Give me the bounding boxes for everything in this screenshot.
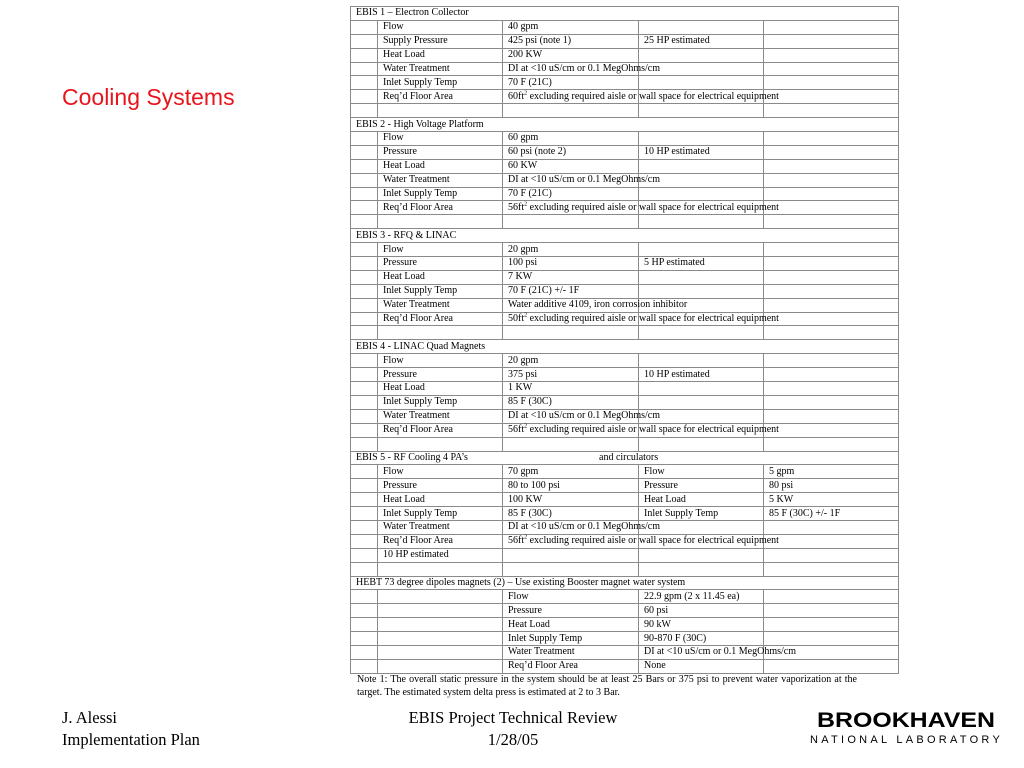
table-cell	[764, 159, 899, 173]
table-cell: 22.9 gpm (2 x 11.45 ea)	[639, 590, 764, 604]
table-cell: Heat Load	[639, 493, 764, 507]
table-cell	[351, 479, 378, 493]
section-title: EBIS 2 - High Voltage Platform	[356, 118, 484, 130]
table-cell	[351, 632, 378, 646]
footer-subtitle: Implementation Plan	[62, 730, 200, 749]
table-cell	[351, 48, 378, 62]
table-cell	[351, 520, 378, 534]
table-cell	[378, 562, 503, 576]
table-cell: 70 F (21C)	[503, 76, 639, 90]
table-cell: 5 gpm	[764, 465, 899, 479]
table-cell: 85 F (30C)	[503, 507, 639, 521]
table-cell: 20 gpm	[503, 354, 639, 368]
table-row	[351, 312, 899, 326]
table-cell: Flow	[378, 243, 503, 257]
table-cell	[764, 409, 899, 423]
table-cell	[764, 187, 899, 201]
table-cell: Req’d Floor Area	[378, 423, 503, 437]
table-row	[351, 145, 899, 159]
table-cell	[639, 104, 764, 118]
table-cell: DI at <10 uS/cm or 0.1 MegOhms/cm	[503, 173, 639, 187]
table-cell: $60ft^2$ excluding required aisle or wall space for electrical equipment	[503, 90, 639, 104]
table-cell	[503, 548, 639, 562]
table-row	[351, 632, 899, 646]
table-cell	[351, 507, 378, 521]
table-cell: DI at <10 uS/cm or 0.1 MegOhms/cm	[639, 645, 764, 659]
table-cell	[351, 215, 378, 229]
table-cell: Water additive 4109, iron corrosion inhibitor	[503, 298, 639, 312]
table-cell	[378, 632, 503, 646]
table-cell: DI at <10 uS/cm or 0.1 MegOhms/cm	[503, 62, 639, 76]
table-row	[351, 562, 899, 576]
section-title: EBIS 5 - RF Cooling 4 PA’s	[356, 451, 468, 463]
footer-center	[388, 707, 638, 751]
table-cell	[639, 159, 764, 173]
table-cell: 1 KW	[503, 382, 639, 396]
table-cell: 70 gpm	[503, 465, 639, 479]
table-cell: Inlet Supply Temp	[378, 76, 503, 90]
table-cell: 90-870 F (30C)	[639, 632, 764, 646]
table-cell	[764, 590, 899, 604]
table-row	[351, 326, 899, 340]
table-cell	[764, 520, 899, 534]
table-cell	[351, 132, 378, 146]
table-row	[351, 354, 899, 368]
table-cell: Flow	[503, 590, 639, 604]
table-cell: Water Treatment	[378, 520, 503, 534]
table-cell	[639, 76, 764, 90]
table-cell: Heat Load	[378, 48, 503, 62]
table-cell: $56ft^2$ excluding required aisle or wall space for electrical equipment	[503, 201, 639, 215]
table-cell	[764, 90, 899, 104]
table-row	[351, 645, 899, 659]
section-header-row	[351, 576, 899, 590]
table-cell	[378, 104, 503, 118]
table-cell	[764, 270, 899, 284]
table-cell: Flow	[378, 465, 503, 479]
table-cell	[351, 326, 378, 340]
table-cell: 85 F (30C)	[503, 395, 639, 409]
table-row	[351, 104, 899, 118]
table-cell	[503, 104, 639, 118]
table-row	[351, 90, 899, 104]
table-cell	[351, 534, 378, 548]
table-cell: Inlet Supply Temp	[378, 395, 503, 409]
section-header	[351, 340, 899, 354]
table-cell: 60 psi	[639, 604, 764, 618]
footer-date: 1/28/05	[487, 730, 539, 749]
table-cell	[378, 659, 503, 673]
table-cell	[351, 187, 378, 201]
table-cell	[639, 395, 764, 409]
section-title: EBIS 3 - RFQ & LINAC	[356, 229, 457, 241]
table-cell	[351, 562, 378, 576]
table-cell	[764, 20, 899, 34]
table-cell: 25 HP estimated	[639, 34, 764, 48]
table-cell	[764, 562, 899, 576]
table-cell: 10 HP estimated	[639, 145, 764, 159]
table-cell: 200 KW	[503, 48, 639, 62]
table-cell: $50ft^2$ excluding required aisle or wall space for electrical equipment	[503, 312, 639, 326]
table-cell: Supply Pressure	[378, 34, 503, 48]
table-cell	[351, 298, 378, 312]
table-row	[351, 423, 899, 437]
logo-subtitle: NATIONAL LABORATORY	[810, 734, 1002, 746]
table-cell: Inlet Supply Temp	[378, 187, 503, 201]
table-cell	[639, 437, 764, 451]
table-cell: Water Treatment	[378, 298, 503, 312]
table-row	[351, 159, 899, 173]
table-cell: Flow	[378, 132, 503, 146]
table-cell: Pressure	[378, 145, 503, 159]
table-cell	[764, 326, 899, 340]
cooling-spec-table-body	[351, 7, 899, 674]
section-title: EBIS 1 – Electron Collector	[356, 7, 469, 19]
table-cell	[639, 215, 764, 229]
table-cell	[351, 354, 378, 368]
table-cell	[351, 62, 378, 76]
table-cell	[764, 604, 899, 618]
table-cell	[351, 590, 378, 604]
table-cell	[351, 395, 378, 409]
table-row	[351, 534, 899, 548]
table-cell	[764, 632, 899, 646]
footnote: Note 1: The overall static pressure in the system should be at least 25 Bars or 375 psi to prevent water vaporization at the target. The estimated system delta press is estimated at 2 to 3 Bar.	[357, 674, 857, 698]
table-cell: Req’d Floor Area	[378, 90, 503, 104]
section-header-row	[351, 118, 899, 132]
table-row	[351, 548, 899, 562]
table-row	[351, 187, 899, 201]
table-cell	[639, 326, 764, 340]
table-cell: 10 HP estimated	[378, 548, 503, 562]
table-cell	[764, 173, 899, 187]
table-cell	[351, 104, 378, 118]
table-row	[351, 48, 899, 62]
table-cell	[378, 437, 503, 451]
table-cell	[639, 48, 764, 62]
section-header-row	[351, 451, 899, 465]
table-cell	[764, 215, 899, 229]
table-row	[351, 284, 899, 298]
table-cell: DI at <10 uS/cm or 0.1 MegOhms/cm	[503, 520, 639, 534]
table-row	[351, 257, 899, 271]
section-header-row	[351, 229, 899, 243]
table-cell: Heat Load	[378, 382, 503, 396]
table-cell: Inlet Supply Temp	[378, 284, 503, 298]
table-cell: Flow	[378, 20, 503, 34]
table-cell	[764, 618, 899, 632]
table-row	[351, 409, 899, 423]
section-title: EBIS 4 - LINAC Quad Magnets	[356, 340, 486, 352]
table-cell: 5 HP estimated	[639, 257, 764, 271]
table-row	[351, 132, 899, 146]
table-cell: Pressure	[503, 604, 639, 618]
table-cell: Inlet Supply Temp	[639, 507, 764, 521]
table-cell	[764, 145, 899, 159]
table-cell	[764, 284, 899, 298]
table-cell	[351, 645, 378, 659]
table-cell	[764, 48, 899, 62]
table-cell: 70 F (21C)	[503, 187, 639, 201]
table-row	[351, 201, 899, 215]
table-cell	[764, 395, 899, 409]
table-cell	[378, 215, 503, 229]
table-cell	[764, 534, 899, 548]
table-cell	[639, 187, 764, 201]
table-cell: 80 psi	[764, 479, 899, 493]
table-cell: Heat Load	[378, 493, 503, 507]
table-cell	[351, 257, 378, 271]
table-cell	[351, 201, 378, 215]
table-cell	[503, 215, 639, 229]
slide-title: Cooling Systems	[62, 84, 235, 110]
table-row	[351, 520, 899, 534]
table-cell	[764, 437, 899, 451]
table-cell	[764, 76, 899, 90]
table-cell: Req’d Floor Area	[378, 201, 503, 215]
table-cell: 80 to 100 psi	[503, 479, 639, 493]
table-cell: 100 KW	[503, 493, 639, 507]
table-cell	[351, 243, 378, 257]
table-row	[351, 395, 899, 409]
table-cell	[764, 257, 899, 271]
table-cell: Req’d Floor Area	[378, 534, 503, 548]
table-cell: None	[639, 659, 764, 673]
table-cell: 5 KW	[764, 493, 899, 507]
table-cell: Req’d Floor Area	[378, 312, 503, 326]
table-cell: $56ft^2$ excluding required aisle or wall space for electrical equipment	[503, 423, 639, 437]
table-row	[351, 659, 899, 673]
table-cell	[351, 409, 378, 423]
table-cell	[503, 437, 639, 451]
logo-wordmark: BROOKHAVEN	[817, 709, 995, 732]
table-cell	[764, 62, 899, 76]
table-cell: 85 F (30C) +/- 1F	[764, 507, 899, 521]
table-cell: Req’d Floor Area	[503, 659, 639, 673]
table-cell: 425 psi (note 1)	[503, 34, 639, 48]
section-header	[351, 451, 899, 465]
table-cell: Pressure	[378, 479, 503, 493]
table-cell	[639, 270, 764, 284]
table-cell	[351, 368, 378, 382]
table-cell: Water Treatment	[503, 645, 639, 659]
table-cell	[764, 298, 899, 312]
table-cell: 10 HP estimated	[639, 368, 764, 382]
table-cell	[639, 548, 764, 562]
table-cell: 60 gpm	[503, 132, 639, 146]
table-cell: 70 F (21C) +/- 1F	[503, 284, 639, 298]
table-cell	[351, 604, 378, 618]
table-cell	[351, 659, 378, 673]
table-row	[351, 493, 899, 507]
table-row	[351, 215, 899, 229]
section-header	[351, 576, 899, 590]
table-cell: 60 KW	[503, 159, 639, 173]
table-row	[351, 604, 899, 618]
table-cell	[764, 132, 899, 146]
section-header	[351, 229, 899, 243]
table-cell: Water Treatment	[378, 173, 503, 187]
table-cell	[764, 34, 899, 48]
table-cell	[503, 562, 639, 576]
table-cell: Pressure	[378, 368, 503, 382]
table-cell: Water Treatment	[378, 409, 503, 423]
table-cell: 60 psi (note 2)	[503, 145, 639, 159]
table-cell	[351, 284, 378, 298]
table-cell: Flow	[639, 465, 764, 479]
section-header	[351, 118, 899, 132]
table-cell	[639, 132, 764, 146]
table-cell: DI at <10 uS/cm or 0.1 MegOhms/cm	[503, 409, 639, 423]
section-header	[351, 7, 899, 21]
section-header-row	[351, 340, 899, 354]
table-cell	[351, 159, 378, 173]
table-row	[351, 76, 899, 90]
table-cell	[764, 104, 899, 118]
table-cell	[351, 270, 378, 284]
table-cell	[764, 368, 899, 382]
table-cell: Inlet Supply Temp	[378, 507, 503, 521]
table-cell	[639, 284, 764, 298]
table-cell	[639, 243, 764, 257]
table-row	[351, 437, 899, 451]
table-cell	[378, 326, 503, 340]
table-cell	[351, 493, 378, 507]
table-cell	[351, 548, 378, 562]
table-cell	[351, 90, 378, 104]
table-cell	[764, 423, 899, 437]
table-cell	[764, 312, 899, 326]
footer-left	[62, 707, 200, 751]
table-row	[351, 270, 899, 284]
footer-event: EBIS Project Technical Review	[408, 708, 618, 727]
table-cell	[378, 604, 503, 618]
table-cell	[764, 382, 899, 396]
table-cell	[764, 659, 899, 673]
table-row	[351, 173, 899, 187]
table-cell	[764, 548, 899, 562]
table-cell	[764, 354, 899, 368]
table-row	[351, 62, 899, 76]
table-cell	[351, 465, 378, 479]
table-cell: Heat Load	[378, 159, 503, 173]
section-title: HEBT 73 degree dipoles magnets (2) – Use existing Booster magnet water system	[356, 576, 686, 588]
table-cell: 40 gpm	[503, 20, 639, 34]
table-row	[351, 298, 899, 312]
table-cell: $56ft^2$ excluding required aisle or wall space for electrical equipment	[503, 534, 639, 548]
table-cell: 20 gpm	[503, 243, 639, 257]
table-cell	[503, 326, 639, 340]
table-cell: Heat Load	[503, 618, 639, 632]
table-cell	[378, 590, 503, 604]
table-cell	[351, 145, 378, 159]
table-row	[351, 382, 899, 396]
table-cell	[639, 382, 764, 396]
table-cell: 375 psi	[503, 368, 639, 382]
table-cell	[351, 312, 378, 326]
table-row	[351, 618, 899, 632]
table-row	[351, 243, 899, 257]
table-cell	[351, 20, 378, 34]
table-row	[351, 590, 899, 604]
footer-author: J. Alessi	[62, 708, 118, 727]
table-cell	[639, 562, 764, 576]
table-row	[351, 368, 899, 382]
table-row	[351, 465, 899, 479]
table-cell: Pressure	[378, 257, 503, 271]
table-cell	[351, 437, 378, 451]
table-cell: Water Treatment	[378, 62, 503, 76]
table-cell	[351, 173, 378, 187]
table-cell	[639, 354, 764, 368]
table-cell	[764, 243, 899, 257]
table-cell: 90 kW	[639, 618, 764, 632]
table-row	[351, 507, 899, 521]
table-cell: Flow	[378, 354, 503, 368]
table-cell: Inlet Supply Temp	[503, 632, 639, 646]
table-row	[351, 34, 899, 48]
table-cell	[639, 20, 764, 34]
table-cell	[764, 201, 899, 215]
table-cell: 100 psi	[503, 257, 639, 271]
table-cell: 7 KW	[503, 270, 639, 284]
table-cell: Heat Load	[378, 270, 503, 284]
table-cell	[351, 34, 378, 48]
table-cell	[378, 618, 503, 632]
table-cell	[351, 423, 378, 437]
table-cell: Pressure	[639, 479, 764, 493]
table-row	[351, 479, 899, 493]
cooling-spec-table	[350, 6, 899, 674]
section-header-row	[351, 7, 899, 21]
table-cell	[351, 618, 378, 632]
brookhaven-logo	[806, 706, 1006, 750]
table-cell	[351, 382, 378, 396]
table-cell	[378, 645, 503, 659]
table-row	[351, 20, 899, 34]
table-cell	[351, 76, 378, 90]
section-subtitle: and circulators	[599, 451, 659, 463]
